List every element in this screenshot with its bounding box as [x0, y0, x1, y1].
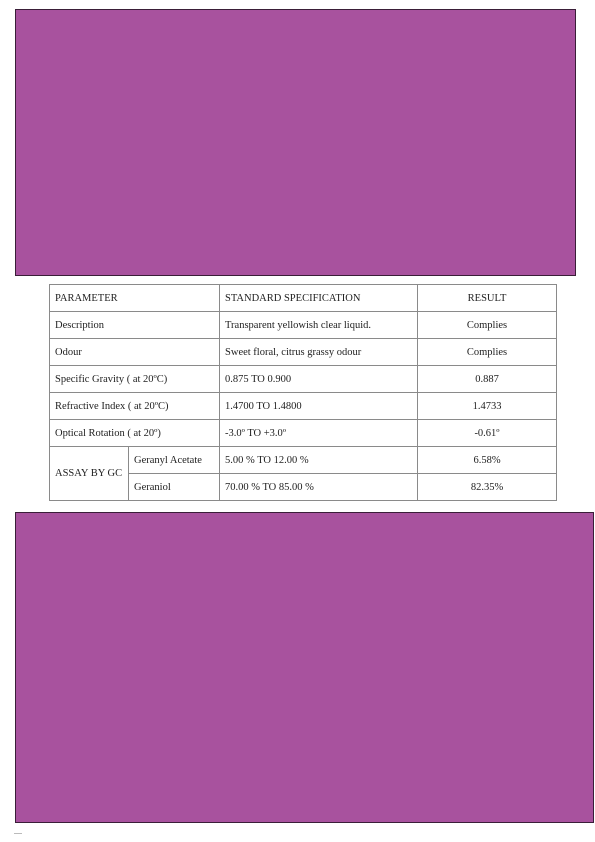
specification-cell: 5.00 % TO 12.00 % — [220, 447, 418, 474]
assay-component: Geranyl Acetate — [129, 447, 220, 474]
specification-cell: Transparent yellowish clear liquid. — [220, 312, 418, 339]
specification-cell: 0.875 TO 0.900 — [220, 366, 418, 393]
page-mark — [14, 833, 22, 834]
table-row — [50, 420, 557, 447]
header-result: RESULT — [418, 285, 557, 312]
specification-table — [49, 284, 557, 501]
table-row — [50, 312, 557, 339]
header-specification: STANDARD SPECIFICATION — [220, 285, 418, 312]
result-cell: 82.35% — [418, 474, 557, 501]
table-row — [50, 366, 557, 393]
table-row-assay — [50, 447, 557, 474]
specification-cell: -3.0º TO +3.0º — [220, 420, 418, 447]
parameter-cell: Odour — [50, 339, 220, 366]
parameter-cell: Optical Rotation ( at 20º) — [50, 420, 220, 447]
table-row — [50, 339, 557, 366]
assay-component: Geraniol — [129, 474, 220, 501]
result-cell: 6.58% — [418, 447, 557, 474]
specification-cell: Sweet floral, citrus grassy odour — [220, 339, 418, 366]
specification-cell: 1.4700 TO 1.4800 — [220, 393, 418, 420]
result-cell: Complies — [418, 312, 557, 339]
table-header-row — [50, 285, 557, 312]
parameter-cell: Refractive Index ( at 20ºC) — [50, 393, 220, 420]
result-cell: Complies — [418, 339, 557, 366]
specification-cell: 70.00 % TO 85.00 % — [220, 474, 418, 501]
table-row — [50, 393, 557, 420]
assay-label: ASSAY BY GC — [50, 447, 129, 501]
redaction-block-bottom — [15, 512, 594, 823]
parameter-cell: Specific Gravity ( at 20ºC) — [50, 366, 220, 393]
parameter-cell: Description — [50, 312, 220, 339]
result-cell: 0.887 — [418, 366, 557, 393]
result-cell: 1.4733 — [418, 393, 557, 420]
result-cell: -0.61º — [418, 420, 557, 447]
redaction-block-top — [15, 9, 576, 276]
header-parameter: PARAMETER — [50, 285, 220, 312]
